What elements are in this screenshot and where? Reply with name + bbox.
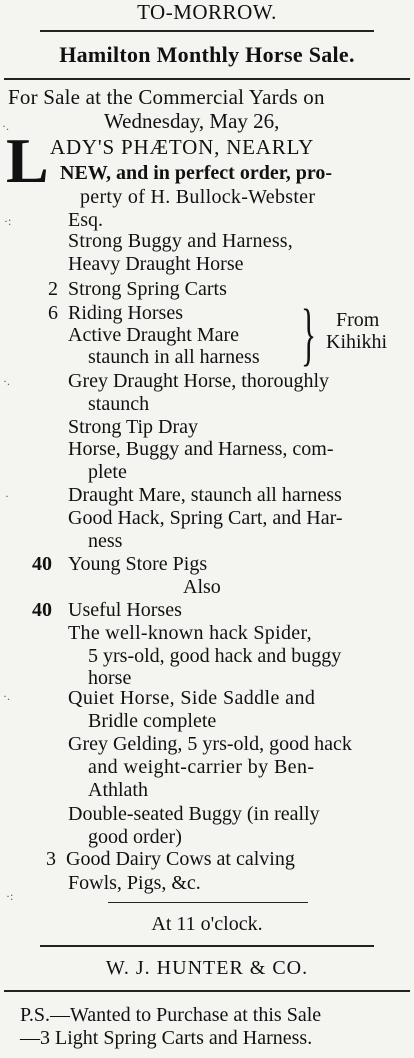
item-line-staunch-harness: staunch in all harness xyxy=(88,346,260,368)
print-speck: ·. xyxy=(2,119,9,133)
item-line-good-order: good order) xyxy=(88,826,182,848)
item-line-horse: horse xyxy=(88,667,132,689)
print-speck: · xyxy=(5,489,9,503)
phaeton-line-2: NEW, and in perfect order, pro- xyxy=(60,162,333,184)
item-line-riding-horses: Riding Horses xyxy=(68,302,183,324)
print-speck: ·: xyxy=(4,214,12,228)
item-line-grey-gelding: Grey Gelding, 5 yrs-old, good hack xyxy=(68,733,352,755)
drop-cap: L xyxy=(6,125,49,196)
phaeton-line-3: perty of H. Bullock-Webster xyxy=(80,186,316,208)
intro-line-1: For Sale at the Commercial Yards on xyxy=(8,85,325,109)
item-qty: 3 xyxy=(46,848,56,870)
item-line-useful-horses: Useful Horses xyxy=(68,599,182,621)
auctioneer-rule xyxy=(40,945,374,947)
item-line-heavy-draught: Heavy Draught Horse xyxy=(68,253,244,275)
from-label: From xyxy=(336,309,380,331)
header-tomorrow: TO-MORROW. xyxy=(137,0,277,24)
print-speck: ·. xyxy=(3,374,10,388)
title-rule xyxy=(4,78,410,80)
item-line-store-pigs: Young Store Pigs xyxy=(68,553,208,575)
phaeton-line-1: ADY'S PHÆTON, NEARLY xyxy=(50,135,315,159)
footer-line-1: P.S.—Wanted to Purchase at this Sale xyxy=(20,1004,322,1026)
item-qty: 40 xyxy=(32,553,52,575)
grouping-brace: } xyxy=(301,296,317,373)
footer-rule xyxy=(4,990,410,992)
item-line-grey-draught: Grey Draught Horse, thoroughly xyxy=(68,370,330,392)
item-line-5yrs-hack: 5 yrs-old, good hack and buggy xyxy=(88,645,342,667)
top-rule xyxy=(40,30,374,32)
kihikhi-label: Kihikhi xyxy=(326,331,388,353)
item-line-complete: plete xyxy=(88,461,127,483)
sale-time: At 11 o'clock. xyxy=(151,913,263,935)
phaeton-line-4: Esq. xyxy=(68,209,103,231)
item-line-bridle: Bridle complete xyxy=(88,710,217,732)
time-rule xyxy=(108,902,308,903)
footer-line-2: —3 Light Spring Carts and Harness. xyxy=(20,1027,313,1049)
item-qty: 2 xyxy=(48,278,58,300)
item-line-quiet-horse: Quiet Horse, Side Saddle and xyxy=(68,687,316,709)
item-line-ness: ness xyxy=(88,530,123,552)
item-line-draught-mare: Draught Mare, staunch all harness xyxy=(68,484,342,506)
item-line-spider: The well-known hack Spider, xyxy=(68,622,312,644)
item-line-fowls-pigs: Fowls, Pigs, &c. xyxy=(68,872,201,894)
item-line-strong-buggy: Strong Buggy and Harness, xyxy=(68,230,293,252)
item-line-tip-dray: Strong Tip Dray xyxy=(68,416,199,438)
sale-title: Hamilton Monthly Horse Sale. xyxy=(59,42,355,67)
item-line-also: Also xyxy=(183,576,221,598)
auctioneer-name: W. J. HUNTER & CO. xyxy=(105,957,309,979)
item-line-active-mare: Active Draught Mare xyxy=(68,324,240,346)
item-line-spring-carts: Strong Spring Carts xyxy=(68,278,227,300)
item-line-dairy-cows: Good Dairy Cows at calving xyxy=(66,848,295,870)
intro-line-2: Wednesday, May 26, xyxy=(104,109,280,133)
item-qty: 6 xyxy=(48,302,58,324)
item-line-weight-carrier: and weight-carrier by Ben- xyxy=(88,756,315,778)
item-line-double-seated: Double-seated Buggy (in really xyxy=(68,803,320,825)
item-qty: 40 xyxy=(32,599,52,621)
print-speck: ·. xyxy=(3,689,10,703)
print-speck: ·: xyxy=(6,889,14,903)
item-line-horse-buggy: Horse, Buggy and Harness, com- xyxy=(68,438,334,460)
item-line-staunch: staunch xyxy=(88,393,150,415)
item-line-good-hack: Good Hack, Spring Cart, and Har- xyxy=(68,507,343,529)
item-line-athlath: Athlath xyxy=(88,779,148,801)
